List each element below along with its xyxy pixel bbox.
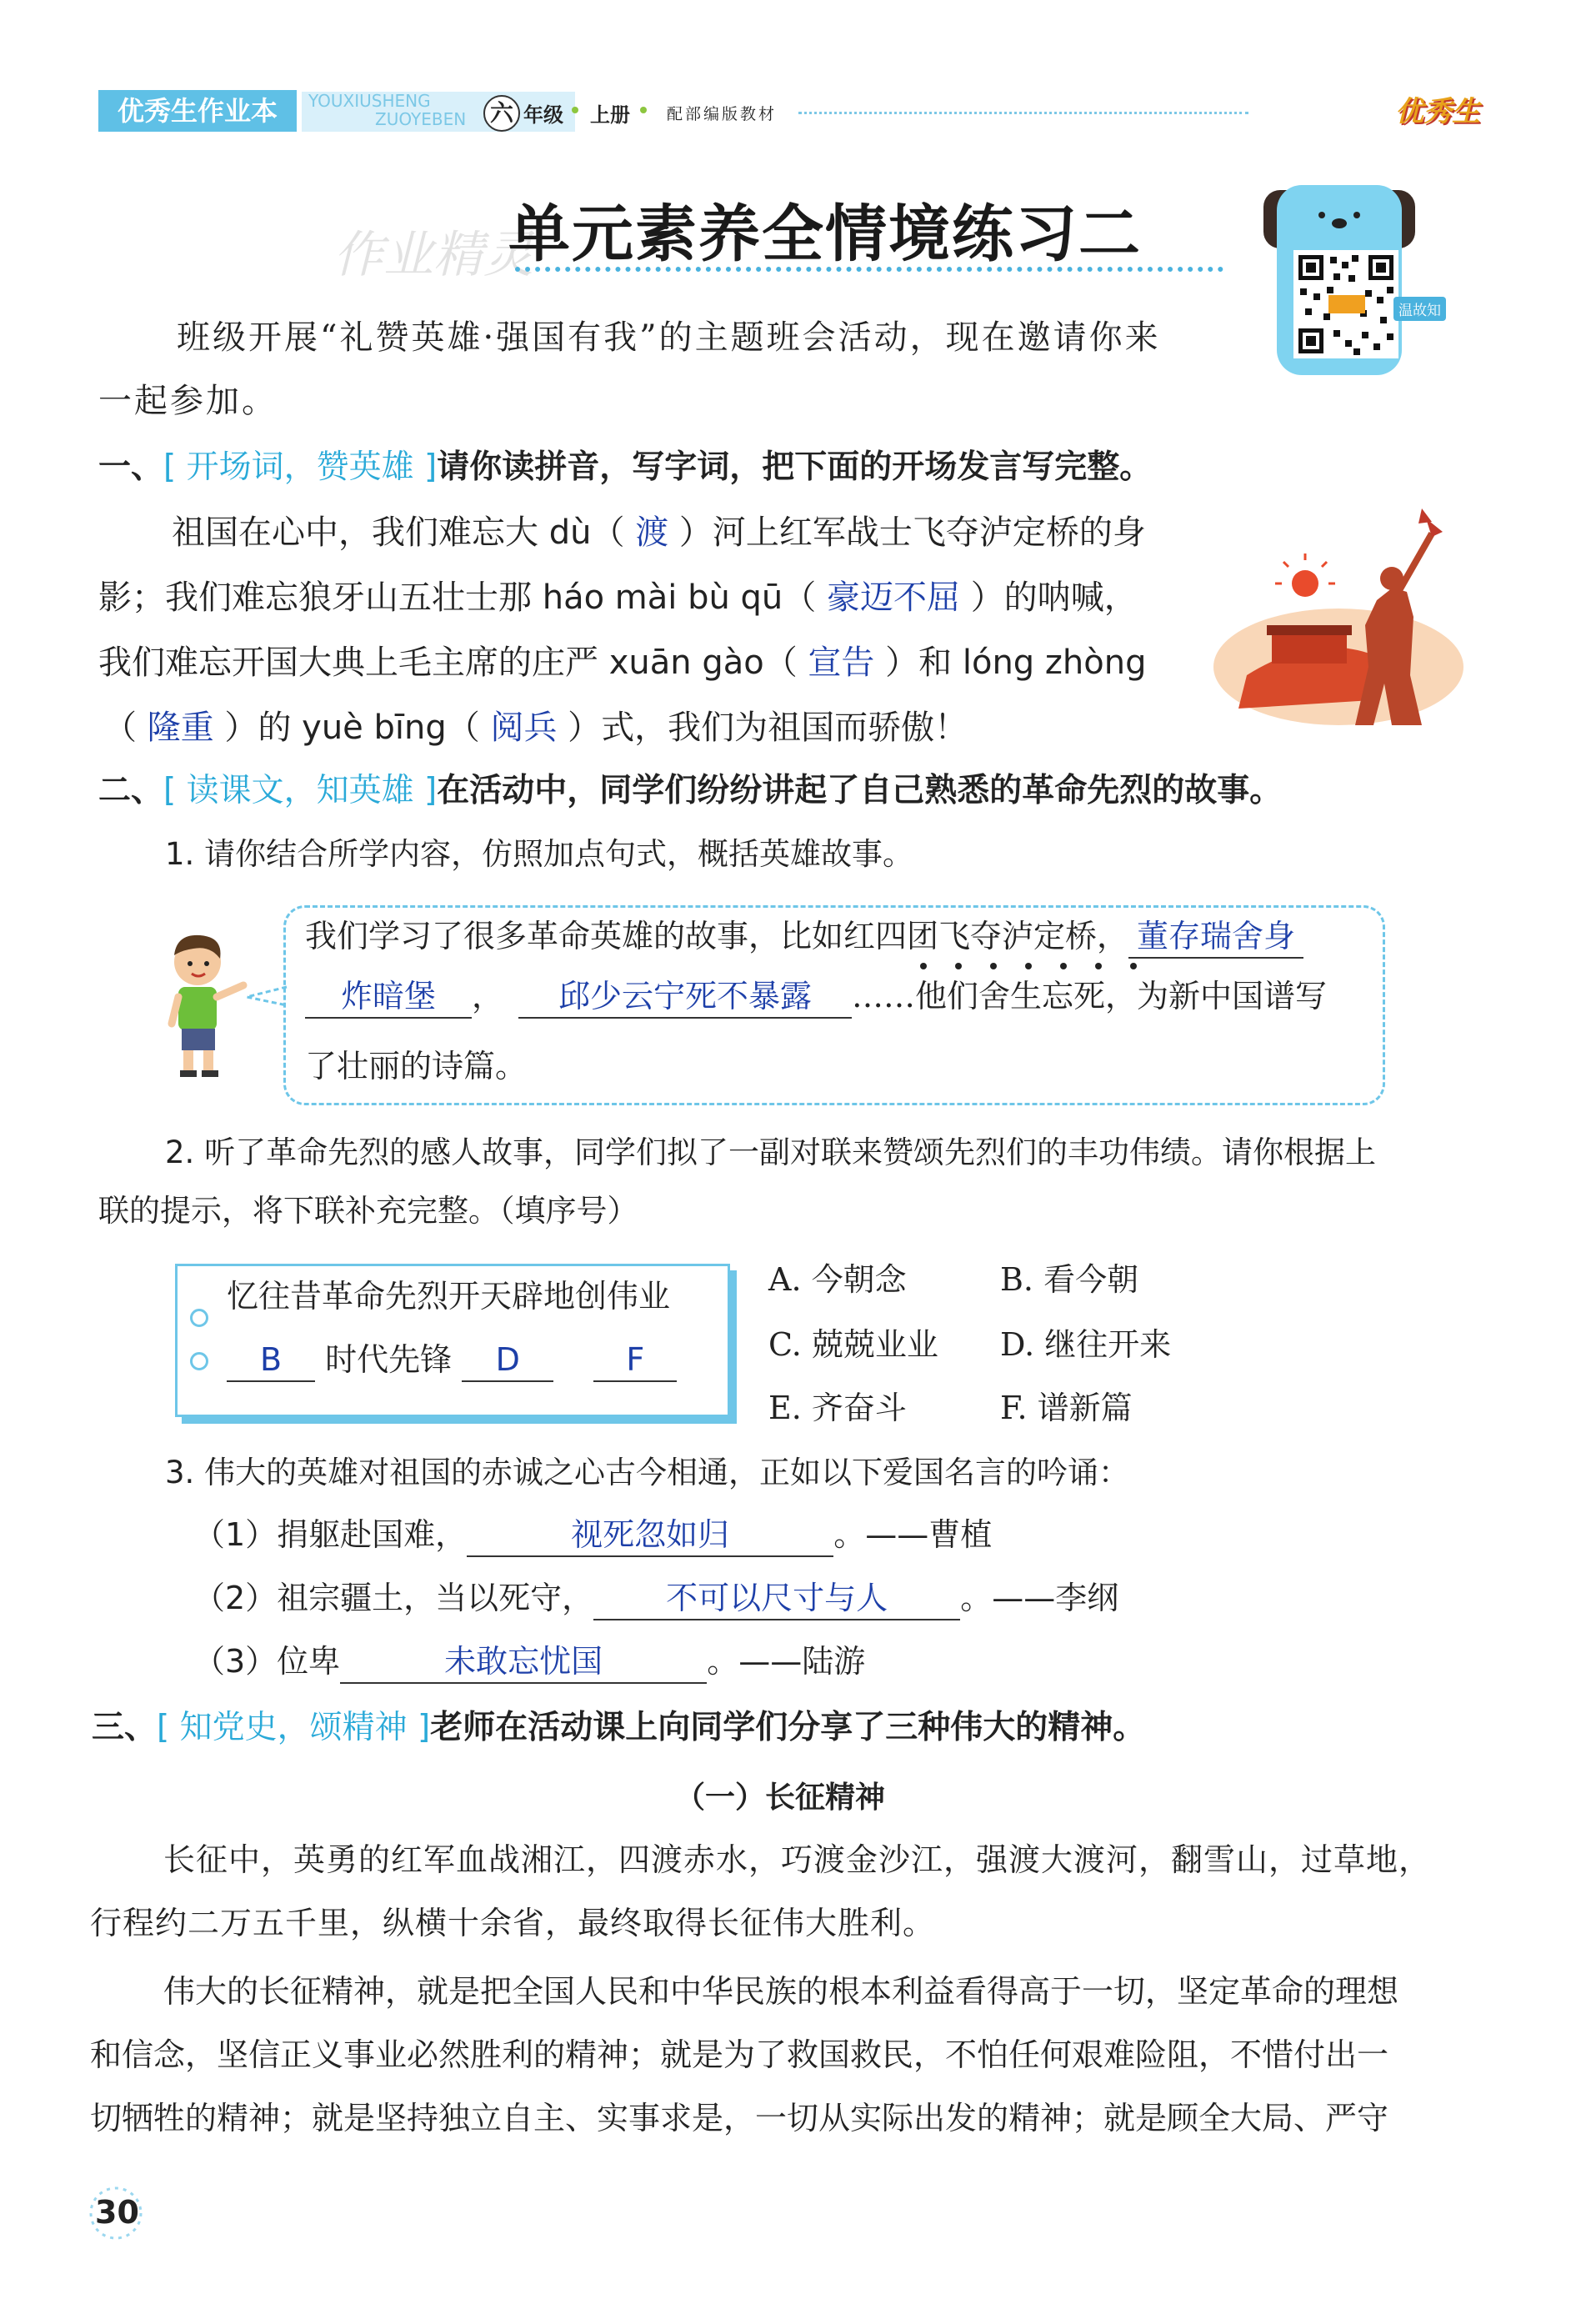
qr-badge[interactable] <box>1268 185 1441 378</box>
dog-face <box>1318 205 1360 238</box>
grade-label: 年级 <box>523 103 563 127</box>
bubble-text-1: 我们学习了很多革命英雄的故事，比如红四团飞夺泸定桥， <box>305 918 1129 954</box>
quote-2-answer[interactable]: 不可以尺寸与人 <box>593 1577 960 1620</box>
s1-text: 河上红军战士飞夺泸定桥的身 <box>712 513 1146 552</box>
answer-du[interactable]: 渡 <box>635 513 669 552</box>
section-2-number: 二、 <box>98 772 164 809</box>
section-1-prompt: 请你读拼音，写字词，把下面的开场发言写完整。 <box>437 448 1153 486</box>
quote-2 <box>193 1577 1118 1620</box>
intro-line-2: 一起参加。 <box>98 382 278 420</box>
couplet-blank-1[interactable]: B <box>227 1339 315 1382</box>
bubble-line-1 <box>305 915 1303 959</box>
section-2-prompt: 在活动中，同学们纷纷讲起了自己熟悉的革命先烈的故事。 <box>437 772 1283 809</box>
publisher-logo: 优秀生 <box>1395 95 1480 128</box>
answer-xuangao[interactable]: 宣告 <box>808 644 875 682</box>
answer-hero-1a[interactable]: 董存瑞舍身 <box>1128 915 1303 959</box>
dot-divider-2 <box>640 107 647 113</box>
section-2-heading <box>98 770 1282 812</box>
brand-label: 优秀生作业本 <box>98 90 297 132</box>
answer-yuebing[interactable]: 阅兵 <box>490 709 558 747</box>
s3-p1-line-1: 长征中，英勇的红军血战湘江，四渡赤水，巧渡金沙江，强渡大渡河，翻雪山，过草地， <box>163 1841 1432 1878</box>
answer-longzhong[interactable]: 隆重 <box>147 709 214 747</box>
s3-p2-line-3: 切牺牲的精神；就是坚持独立自主、实事求是，一切从实际出发的精神；就是顾全大局、严守 <box>90 2100 1389 2136</box>
page-number: 30 <box>95 2194 139 2231</box>
couplet-upper: 忆往昔革命先烈开天辟地创伟业 <box>227 1278 671 1315</box>
couplet-blank-3[interactable]: F <box>593 1339 677 1382</box>
page-title: 单元素养全情境练习二 <box>508 198 1142 270</box>
quote-1 <box>193 1514 992 1557</box>
s3-p2-line-1: 伟大的长征精神，就是把全国人民和中华民族的根本利益看得高于一切，坚定革命的理想 <box>163 1973 1399 2010</box>
quote-3 <box>193 1640 865 1684</box>
answer-hero-2[interactable]: 邱少云宁死不暴露 <box>518 975 852 1019</box>
option-a: A. 今朝念 <box>768 1261 907 1298</box>
q2-line-1: 2. 听了革命先烈的感人故事，同学们拟了一副对联来赞颂先烈们的丰功伟绩。请你根据上 <box>165 1134 1377 1170</box>
qr-code <box>1293 250 1398 358</box>
s1-line-2: 影；我们难忘狼牙山五壮士那 háo mài bù qū（ 豪迈不屈 ）的呐喊， <box>98 579 1138 617</box>
section-2-tag: [ 读课文，知英雄 ] <box>163 772 438 809</box>
couplet-bullet-1 <box>190 1309 208 1327</box>
section-3-tag: [ 知党史，颂精神 ] <box>157 1709 431 1746</box>
option-c: C. 兢兢业业 <box>768 1326 938 1363</box>
bubble-tail <box>243 984 288 1009</box>
answer-hero-1b[interactable]: 炸暗堡 <box>305 975 472 1019</box>
s1-line-1: 祖国在心中，我们难忘大 dù（ 渡 ）河上红军战士飞夺泸定桥的身 <box>172 513 1146 552</box>
answer-haomaibuqu[interactable]: 豪迈不屈 <box>827 579 960 617</box>
s3-p1-line-2: 行程约二万五千里，纵横十余省，最终取得长征伟大胜利。 <box>90 1905 936 1941</box>
couplet-blank-2[interactable]: D <box>462 1339 553 1382</box>
s1-text: 式，我们为祖国而骄傲！ <box>601 709 968 747</box>
emphasis-dots <box>918 959 1152 969</box>
pinyin-yuebing: yuè bīng <box>302 709 447 747</box>
option-d: D. 继往开来 <box>1000 1326 1172 1363</box>
dot-divider-1 <box>572 107 578 113</box>
s1-text: 的 <box>258 709 303 747</box>
grade-circle: 六 <box>483 95 520 132</box>
term-label: 上册 <box>590 103 630 127</box>
pinyin-du: dù <box>548 513 592 552</box>
bubble-line-2: 炸暗堡 ， 邱少云宁死不暴露 ……他们舍生忘死，为新中国谱写 <box>305 975 1327 1019</box>
option-b: B. 看今朝 <box>1000 1261 1139 1298</box>
header-bar <box>98 90 1480 137</box>
edition-label: 配部编版教材 <box>667 105 778 123</box>
brand-pinyin-2: ZUOYEBEN <box>375 109 467 129</box>
s1-line-4: （ 隆重 ）的 yuè bīng（ 阅兵 ）式，我们为祖国而骄傲！ <box>103 709 968 747</box>
section-1-heading <box>98 447 1152 488</box>
quote-2-pre: （2）祖宗疆土，当以死守， <box>193 1580 594 1616</box>
subsection-title: （一）长征精神 <box>675 1781 886 1815</box>
quote-2-post: 。——李纲 <box>960 1580 1119 1616</box>
intro-line-1: 班级开展“礼赞英雄·强国有我”的主题班会活动，现在邀请你来 <box>177 318 1161 357</box>
quote-3-answer[interactable]: 未敢忘忧国 <box>340 1640 707 1684</box>
pinyin-longzhong: lóng zhòng <box>962 644 1147 682</box>
option-e: E. 齐奋斗 <box>768 1390 907 1426</box>
s1-text: 影；我们难忘狼牙山五壮士那 <box>98 579 543 617</box>
title-dotted-rule <box>515 267 1223 272</box>
qr-label: 温故知 <box>1393 297 1446 321</box>
s1-text: 和 <box>918 644 963 682</box>
pinyin-xuangao: xuān gào <box>608 644 764 682</box>
illustration-soldier <box>1213 508 1463 734</box>
q2-line-2: 联的提示，将下联补充完整。（填序号） <box>98 1193 638 1229</box>
quote-1-post: 。——曹植 <box>833 1516 993 1553</box>
couplet-middle: 时代先锋 <box>325 1341 453 1378</box>
section-1-tag: [ 开场词，赞英雄 ] <box>163 448 438 486</box>
couplet-bullet-2 <box>190 1352 208 1370</box>
header-dotted-rule <box>798 112 1248 114</box>
q3-text: 3. 伟大的英雄对祖国的赤诚之心古今相通，正如以下爱国名言的吟诵： <box>165 1455 1130 1490</box>
couplet-lower <box>227 1339 677 1382</box>
quote-3-post: 。——陆游 <box>707 1643 866 1680</box>
section-3-number: 三、 <box>92 1709 158 1746</box>
brand-pinyin-1: YOUXIUSHENG <box>308 91 431 111</box>
quote-1-answer[interactable]: 视死忽如归 <box>467 1514 833 1557</box>
s3-p2-line-2: 和信念，坚信正义事业必然胜利的精神；就是为了救国救民，不怕任何艰难险阻，不惜付出一 <box>90 2036 1389 2073</box>
section-3-prompt: 老师在活动课上向同学们分享了三种伟大的精神。 <box>430 1709 1146 1746</box>
quote-1-pre: （1）捐躯赴国难， <box>193 1516 468 1553</box>
quote-3-pre: （3）位卑 <box>193 1643 341 1680</box>
bubble-text-2: ……他们舍生忘死，为新中国谱写 <box>852 978 1328 1014</box>
s1-text: 我们难忘开国大典上毛主席的庄严 <box>98 644 609 682</box>
q1-text: 1. 请你结合所学内容，仿照加点句式，概括英雄故事。 <box>165 836 914 872</box>
pinyin-haomaibuqu: háo mài bù qū <box>542 579 783 617</box>
s1-line-3: 我们难忘开国大典上毛主席的庄严 xuān gào（ 宣告 ）和 lóng zhòng <box>98 644 1147 682</box>
section-1-number: 一、 <box>98 448 164 486</box>
section-3-heading <box>92 1707 1145 1749</box>
option-f: F. 谱新篇 <box>1000 1390 1133 1426</box>
watermark: 作业精灵 <box>333 226 533 284</box>
bubble-line-3: 了壮丽的诗篇。 <box>305 1048 528 1084</box>
s1-text: 的呐喊， <box>1003 579 1138 617</box>
illustration-boy <box>160 930 252 1079</box>
s1-text: 祖国在心中，我们难忘大 <box>172 513 549 552</box>
